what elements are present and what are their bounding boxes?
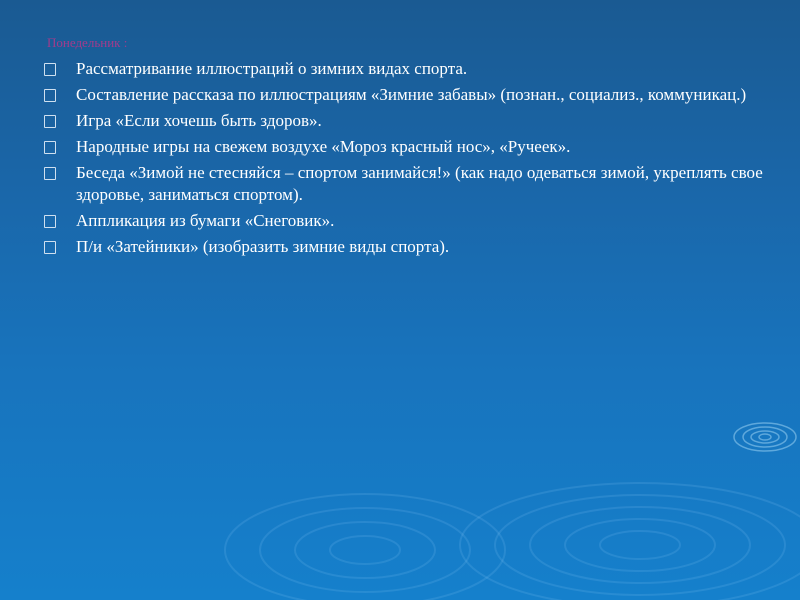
- list-item-text: П/и «Затейники» (изобразить зимние виды спорта).: [76, 237, 450, 256]
- list-item: [44, 162, 774, 206]
- square-bullet-icon: [44, 63, 56, 76]
- square-bullet-icon: [44, 141, 56, 154]
- slide-heading: Понедельник :: [47, 35, 128, 50]
- square-bullet-icon: [44, 241, 56, 254]
- list-item: [44, 84, 774, 106]
- square-bullet-icon: [44, 89, 56, 102]
- list-item-text: Составление рассказа по иллюстрациям «Зимние забавы» (познан., социализ., коммуникац.): [76, 85, 747, 104]
- list-item: [44, 236, 774, 258]
- list-item-text: Аппликация из бумаги «Снеговик».: [76, 211, 335, 230]
- list-item-text: Рассматривание иллюстраций о зимних видах спорта.: [76, 59, 468, 78]
- square-bullet-icon: [44, 215, 56, 228]
- list-item: [44, 210, 774, 232]
- list-item: [44, 110, 774, 132]
- square-bullet-icon: [44, 115, 56, 128]
- list-item-text: Игра «Если хочешь быть здоров».: [76, 111, 322, 130]
- list-item-text: Беседа «Зимой не стесняйся – спортом занимайся!» (как надо одеваться зимой, укреплять свое здоровье, заниматься спортом).: [76, 163, 763, 204]
- list-item: [44, 136, 774, 158]
- list-item-text: Народные игры на свежем воздухе «Мороз красный нос», «Ручеек».: [76, 137, 571, 156]
- square-bullet-icon: [44, 167, 56, 180]
- list-item: [44, 58, 774, 80]
- activity-list: [44, 58, 774, 262]
